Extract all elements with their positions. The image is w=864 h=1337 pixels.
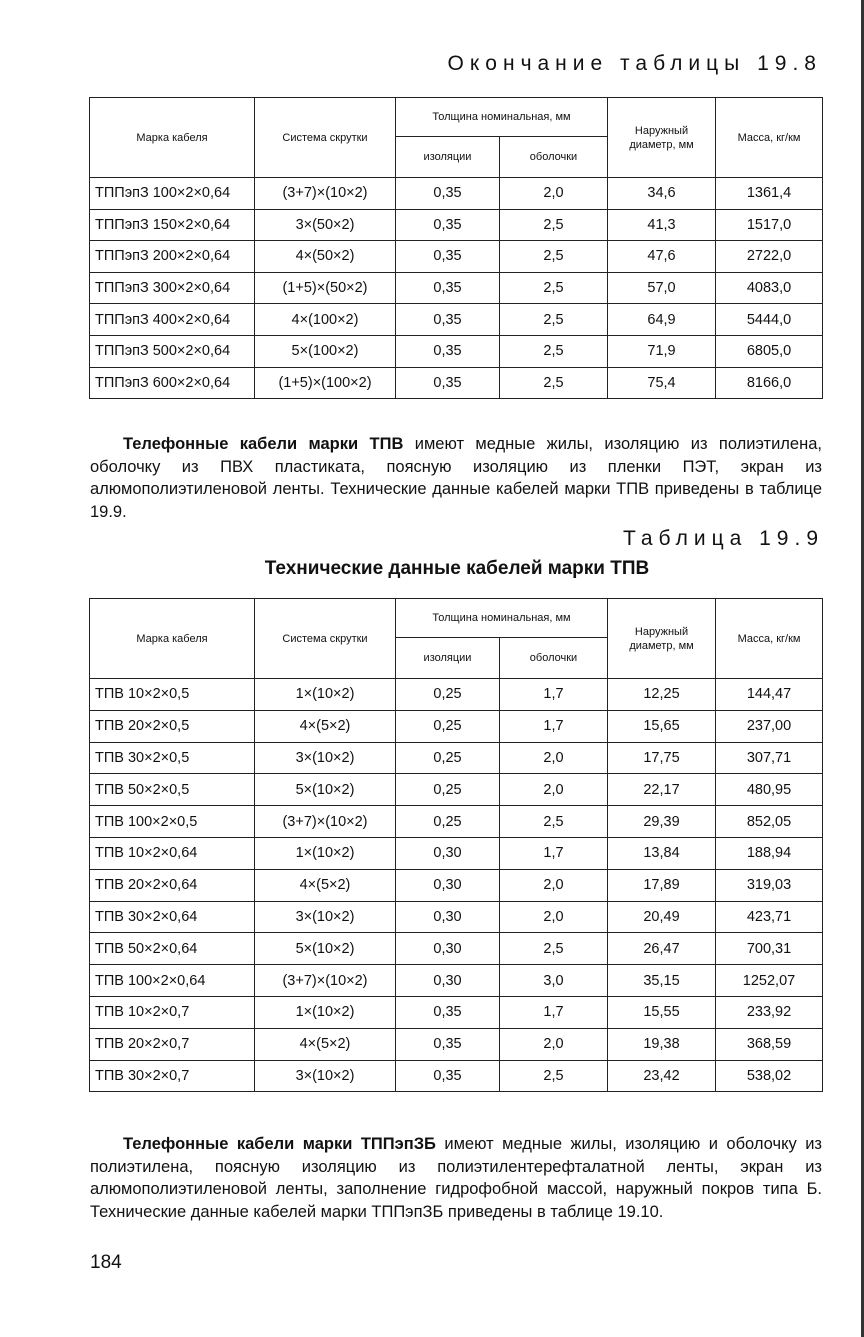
table-row	[90, 679, 823, 711]
header-mark: Марка кабеля	[90, 98, 255, 178]
cell-sheath: 2,0	[500, 901, 608, 933]
cell-sheath: 1,7	[500, 710, 608, 742]
cell-insulation: 0,25	[396, 806, 500, 838]
cell-diameter: 29,39	[608, 806, 716, 838]
cell-diameter: 19,38	[608, 1028, 716, 1060]
header-sheath: оболочки	[500, 638, 608, 679]
cell-sheath: 2,0	[500, 774, 608, 806]
header-diameter: Наружный диаметр, мм	[608, 98, 716, 178]
table-19-9-body	[90, 679, 823, 1092]
cell-insulation: 0,25	[396, 679, 500, 711]
cell-twist: 4×(5×2)	[255, 710, 396, 742]
cell-diameter: 47,6	[608, 241, 716, 273]
cell-twist: 3×(10×2)	[255, 901, 396, 933]
cell-mass: 233,92	[716, 996, 823, 1028]
cell-insulation: 0,35	[396, 272, 500, 304]
cell-diameter: 75,4	[608, 367, 716, 399]
cell-insulation: 0,35	[396, 367, 500, 399]
table-row	[90, 178, 823, 210]
cell-insulation: 0,25	[396, 710, 500, 742]
cell-mark: ТПВ 50×2×0,64	[90, 933, 255, 965]
cell-insulation: 0,30	[396, 901, 500, 933]
cell-mark: ТПВ 10×2×0,64	[90, 837, 255, 869]
cell-mass: 5444,0	[716, 304, 823, 336]
cell-insulation: 0,35	[396, 178, 500, 210]
cell-twist: (1+5)×(100×2)	[255, 367, 396, 399]
cell-sheath: 2,0	[500, 1028, 608, 1060]
cell-twist: 1×(10×2)	[255, 837, 396, 869]
table-row	[90, 806, 823, 838]
cell-twist: 5×(100×2)	[255, 335, 396, 367]
table-row	[90, 1060, 823, 1092]
cell-mass: 538,02	[716, 1060, 823, 1092]
table-row	[90, 710, 823, 742]
table-row	[90, 996, 823, 1028]
cell-mark: ТПВ 30×2×0,7	[90, 1060, 255, 1092]
cell-mark: ТПВ 10×2×0,7	[90, 996, 255, 1028]
cell-mark: ТППэпЗ 400×2×0,64	[90, 304, 255, 336]
cell-insulation: 0,35	[396, 1028, 500, 1060]
cell-sheath: 2,5	[500, 241, 608, 273]
cell-insulation: 0,30	[396, 965, 500, 997]
cell-mass: 188,94	[716, 837, 823, 869]
cell-diameter: 20,49	[608, 901, 716, 933]
header-mass: Масса, кг/км	[716, 599, 823, 679]
cell-twist: 5×(10×2)	[255, 933, 396, 965]
table-row	[90, 304, 823, 336]
cell-mark: ТППэпЗ 500×2×0,64	[90, 335, 255, 367]
table-row	[90, 209, 823, 241]
cell-sheath: 2,5	[500, 933, 608, 965]
cell-diameter: 57,0	[608, 272, 716, 304]
cell-insulation: 0,25	[396, 774, 500, 806]
cell-mark: ТПВ 100×2×0,64	[90, 965, 255, 997]
cell-sheath: 2,5	[500, 1060, 608, 1092]
cell-mark: ТППэпЗ 100×2×0,64	[90, 178, 255, 210]
cell-diameter: 26,47	[608, 933, 716, 965]
cell-mass: 1361,4	[716, 178, 823, 210]
cell-mark: ТПВ 30×2×0,64	[90, 901, 255, 933]
cell-mass: 368,59	[716, 1028, 823, 1060]
cell-twist: (3+7)×(10×2)	[255, 965, 396, 997]
page-number: 184	[90, 1252, 122, 1273]
cell-diameter: 17,89	[608, 869, 716, 901]
table-19-8-body	[90, 178, 823, 399]
cell-mark: ТППэпЗ 150×2×0,64	[90, 209, 255, 241]
cell-sheath: 2,5	[500, 304, 608, 336]
cell-twist: 4×(50×2)	[255, 241, 396, 273]
header-thickness: Толщина номинальная, мм	[396, 599, 608, 638]
cell-diameter: 22,17	[608, 774, 716, 806]
table-19-9-caption: Технические данные кабелей марки ТПВ	[264, 558, 650, 579]
cell-twist: 4×(5×2)	[255, 1028, 396, 1060]
cell-mass: 480,95	[716, 774, 823, 806]
cell-twist: 3×(10×2)	[255, 742, 396, 774]
table-row	[90, 742, 823, 774]
cell-mass: 319,03	[716, 869, 823, 901]
paragraph-tppepzb-bold: Телефонные кабели марки ТППэпЗБ	[123, 1135, 436, 1153]
cell-sheath: 2,0	[500, 178, 608, 210]
cell-mass: 144,47	[716, 679, 823, 711]
cell-mark: ТПВ 30×2×0,5	[90, 742, 255, 774]
cell-mark: ТППэпЗ 200×2×0,64	[90, 241, 255, 273]
cell-mark: ТПВ 20×2×0,7	[90, 1028, 255, 1060]
table-row	[90, 272, 823, 304]
header-insulation: изоляции	[396, 638, 500, 679]
cell-mark: ТПВ 10×2×0,5	[90, 679, 255, 711]
cell-twist: (3+7)×(10×2)	[255, 806, 396, 838]
cell-mass: 423,71	[716, 901, 823, 933]
cell-twist: 1×(10×2)	[255, 679, 396, 711]
table-row	[90, 901, 823, 933]
table-row	[90, 1028, 823, 1060]
cell-diameter: 12,25	[608, 679, 716, 711]
paragraph-tppepzb-text: имеют медные жилы, изоляцию и оболочку из полиэтилена, поясную изоляцию из полиэтилентерефталатной ленты, экран из алюмополиэтиленовой ленты, заполнение гидрофобной массой, наружный покров типа Б. Технические данные кабелей марки ТППэпЗБ приведены в таблице 19.10.	[90, 1135, 822, 1221]
cell-sheath: 2,5	[500, 335, 608, 367]
cell-sheath: 3,0	[500, 965, 608, 997]
cell-sheath: 2,0	[500, 869, 608, 901]
cell-twist: 4×(5×2)	[255, 869, 396, 901]
cell-insulation: 0,35	[396, 996, 500, 1028]
cell-diameter: 13,84	[608, 837, 716, 869]
cell-diameter: 17,75	[608, 742, 716, 774]
header-insulation: изоляции	[396, 137, 500, 178]
cell-mark: ТПВ 20×2×0,5	[90, 710, 255, 742]
cell-mark: ТППэпЗ 300×2×0,64	[90, 272, 255, 304]
continuation-title: Окончание таблицы 19.8	[447, 52, 822, 75]
cell-sheath: 2,5	[500, 209, 608, 241]
cell-sheath: 1,7	[500, 679, 608, 711]
cell-mark: ТПВ 50×2×0,5	[90, 774, 255, 806]
cell-insulation: 0,35	[396, 335, 500, 367]
header-diameter: Наружный диаметр, мм	[608, 599, 716, 679]
cell-mass: 307,71	[716, 742, 823, 774]
table-row	[90, 965, 823, 997]
header-twist: Система скрутки	[255, 98, 396, 178]
cell-sheath: 1,7	[500, 837, 608, 869]
header-mass: Масса, кг/км	[716, 98, 823, 178]
cell-mark: ТПВ 100×2×0,5	[90, 806, 255, 838]
cell-mass: 4083,0	[716, 272, 823, 304]
cell-mass: 6805,0	[716, 335, 823, 367]
paragraph-tpv-text: имеют медные жилы, изоляцию из полиэтилена, оболочку из ПВХ пластиката, поясную изоляцию из пленки ПЭТ, экран из алюмополиэтиленовой ленты. Технические данные кабелей марки ТПВ приведены в таблице 19.9.	[90, 435, 822, 521]
cell-diameter: 35,15	[608, 965, 716, 997]
paragraph-tpv	[90, 433, 822, 523]
cell-diameter: 23,42	[608, 1060, 716, 1092]
cell-insulation: 0,35	[396, 304, 500, 336]
cell-mass: 237,00	[716, 710, 823, 742]
cell-diameter: 15,65	[608, 710, 716, 742]
table-row	[90, 933, 823, 965]
cell-mass: 1252,07	[716, 965, 823, 997]
cell-sheath: 2,0	[500, 742, 608, 774]
cell-sheath: 2,5	[500, 806, 608, 838]
paragraph-tppepzb	[90, 1133, 822, 1223]
header-twist: Система скрутки	[255, 599, 396, 679]
cell-insulation: 0,30	[396, 869, 500, 901]
cell-insulation: 0,35	[396, 241, 500, 273]
cell-sheath: 2,5	[500, 367, 608, 399]
cell-insulation: 0,30	[396, 837, 500, 869]
cell-diameter: 34,6	[608, 178, 716, 210]
cell-insulation: 0,35	[396, 1060, 500, 1092]
cell-insulation: 0,35	[396, 209, 500, 241]
cell-mark: ТПВ 20×2×0,64	[90, 869, 255, 901]
cell-mass: 700,31	[716, 933, 823, 965]
cell-insulation: 0,25	[396, 742, 500, 774]
cell-diameter: 71,9	[608, 335, 716, 367]
cell-insulation: 0,30	[396, 933, 500, 965]
cell-diameter: 41,3	[608, 209, 716, 241]
cell-sheath: 2,5	[500, 272, 608, 304]
cell-twist: (3+7)×(10×2)	[255, 178, 396, 210]
table-19-9-label: Таблица 19.9	[622, 527, 824, 550]
header-mark: Марка кабеля	[90, 599, 255, 679]
table-19-8	[89, 97, 823, 399]
table-row	[90, 335, 823, 367]
cell-sheath: 1,7	[500, 996, 608, 1028]
cell-twist: 3×(50×2)	[255, 209, 396, 241]
header-sheath: оболочки	[500, 137, 608, 178]
table-row	[90, 367, 823, 399]
cell-mass: 1517,0	[716, 209, 823, 241]
cell-mass: 852,05	[716, 806, 823, 838]
header-thickness: Толщина номинальная, мм	[396, 98, 608, 137]
cell-diameter: 64,9	[608, 304, 716, 336]
cell-mass: 8166,0	[716, 367, 823, 399]
cell-mass: 2722,0	[716, 241, 823, 273]
cell-twist: 5×(10×2)	[255, 774, 396, 806]
table-row	[90, 241, 823, 273]
cell-mark: ТППэпЗ 600×2×0,64	[90, 367, 255, 399]
table-row	[90, 869, 823, 901]
cell-diameter: 15,55	[608, 996, 716, 1028]
table-19-9	[89, 598, 823, 1092]
cell-twist: (1+5)×(50×2)	[255, 272, 396, 304]
cell-twist: 3×(10×2)	[255, 1060, 396, 1092]
paragraph-tpv-bold: Телефонные кабели марки ТПВ	[123, 435, 404, 453]
cell-twist: 4×(100×2)	[255, 304, 396, 336]
table-row	[90, 837, 823, 869]
cell-twist: 1×(10×2)	[255, 996, 396, 1028]
table-row	[90, 774, 823, 806]
